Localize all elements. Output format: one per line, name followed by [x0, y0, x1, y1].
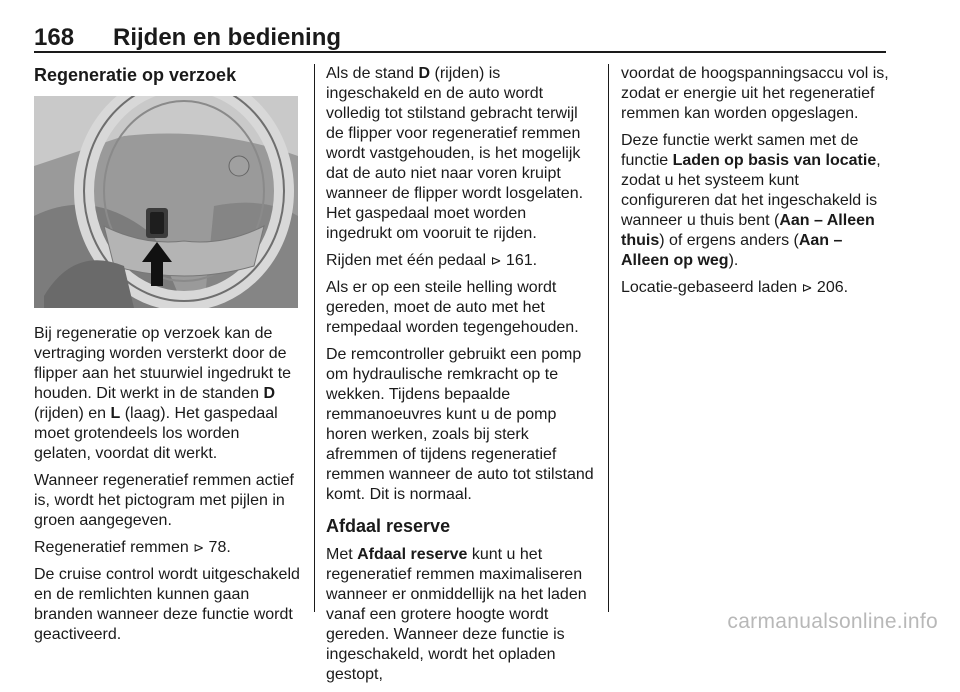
paragraph-1: Bij regeneratie op verzoek kan de vertraging worden versterkt door de flipper aan het stuurwiel ingedrukt te houden. Dit werkt in de standen D (rijden) en L (laag). Het gaspedaal moet grotendeels los worden gelaten, voordat dit werkt. — [34, 325, 292, 462]
paragraph-5: Als er op een steile helling wordt gereden, moet de auto met het rempedaal worden tegengehouden. — [326, 279, 579, 336]
header-rule — [34, 51, 886, 53]
cross-reference-locatie-laden[interactable]: Locatie-gebaseerd laden ⊳ 206. — [621, 279, 849, 296]
column-3 — [621, 64, 889, 305]
column-divider-2 — [608, 64, 609, 612]
paragraph-9: Deze functie werkt samen met de functie Laden op basis van locatie, zodat u het systeem kunt configureren dat het ingeschakeld is wanneer u thuis bent (Aan – Alleen thuis) of ergens anders (Aan – Alleen op weg). — [621, 132, 881, 269]
paragraph-8: voordat de hoogspanningsaccu vol is, zodat er energie uit het regeneratief remmen kan worden opgeslagen. — [621, 65, 889, 122]
cross-reference-een-pedaal[interactable]: Rijden met één pedaal ⊳ 161. — [326, 252, 538, 269]
page-number: 168 — [34, 24, 75, 51]
reference-arrow-icon: ⊳ — [193, 540, 205, 555]
watermark: carmanualsonline.info — [727, 610, 938, 633]
column-divider-1 — [314, 64, 315, 612]
paragraph-6: De remcontroller gebruikt een pomp om hydraulische remkracht op te wekken. Tijdens bepaalde remmanoeuvres kunt u de pomp horen werken, zoals bij sterk afremmen of tijdens regeneratief remmen wanneer de auto tot stilstand komt. Dit is normaal. — [326, 346, 594, 503]
cross-reference-regeneratief-remmen[interactable]: Regeneratief remmen ⊳ 78. — [34, 539, 231, 556]
reference-arrow-icon: ⊳ — [801, 280, 813, 295]
column-1 — [34, 64, 300, 652]
chapter-title: Rijden en bediening — [113, 24, 342, 51]
paragraph-2: Wanneer regeneratief remmen actief is, wordt het pictogram met pijlen in groen aangegeven. — [34, 472, 294, 529]
paragraph-7: Met Afdaal reserve kunt u het regeneratief remmen maximaliseren wanneer er onmiddellijk na het laden vanaf een grotere hoogte wordt gereden. Wanneer deze functie is ingeschakeld, wordt het opladen gestopt, — [326, 546, 587, 683]
paragraph-3: De cruise control wordt uitgeschakeld en de remlichten kunnen gaan branden wanneer deze functie wordt geactiveerd. — [34, 566, 300, 643]
photo-illustration — [34, 96, 298, 308]
section-heading-afdaal-reserve: Afdaal reserve — [326, 516, 451, 536]
paragraph-4: Als de stand D (rijden) is ingeschakeld en de auto wordt volledig tot stilstand gebracht terwijl de flipper voor regeneratief remmen wordt vastgehouden, is het mogelijk dat de auto niet naar voren kruipt wanneer de flipper wordt losgelaten. Het gaspedaal moet worden ingedrukt om vooruit te rijden. — [326, 65, 584, 242]
reference-arrow-icon: ⊳ — [490, 253, 502, 268]
steering-wheel-flipper-photo — [34, 96, 298, 308]
section-heading-regeneratie: Regeneratie op verzoek — [34, 65, 237, 85]
column-2 — [326, 64, 594, 692]
